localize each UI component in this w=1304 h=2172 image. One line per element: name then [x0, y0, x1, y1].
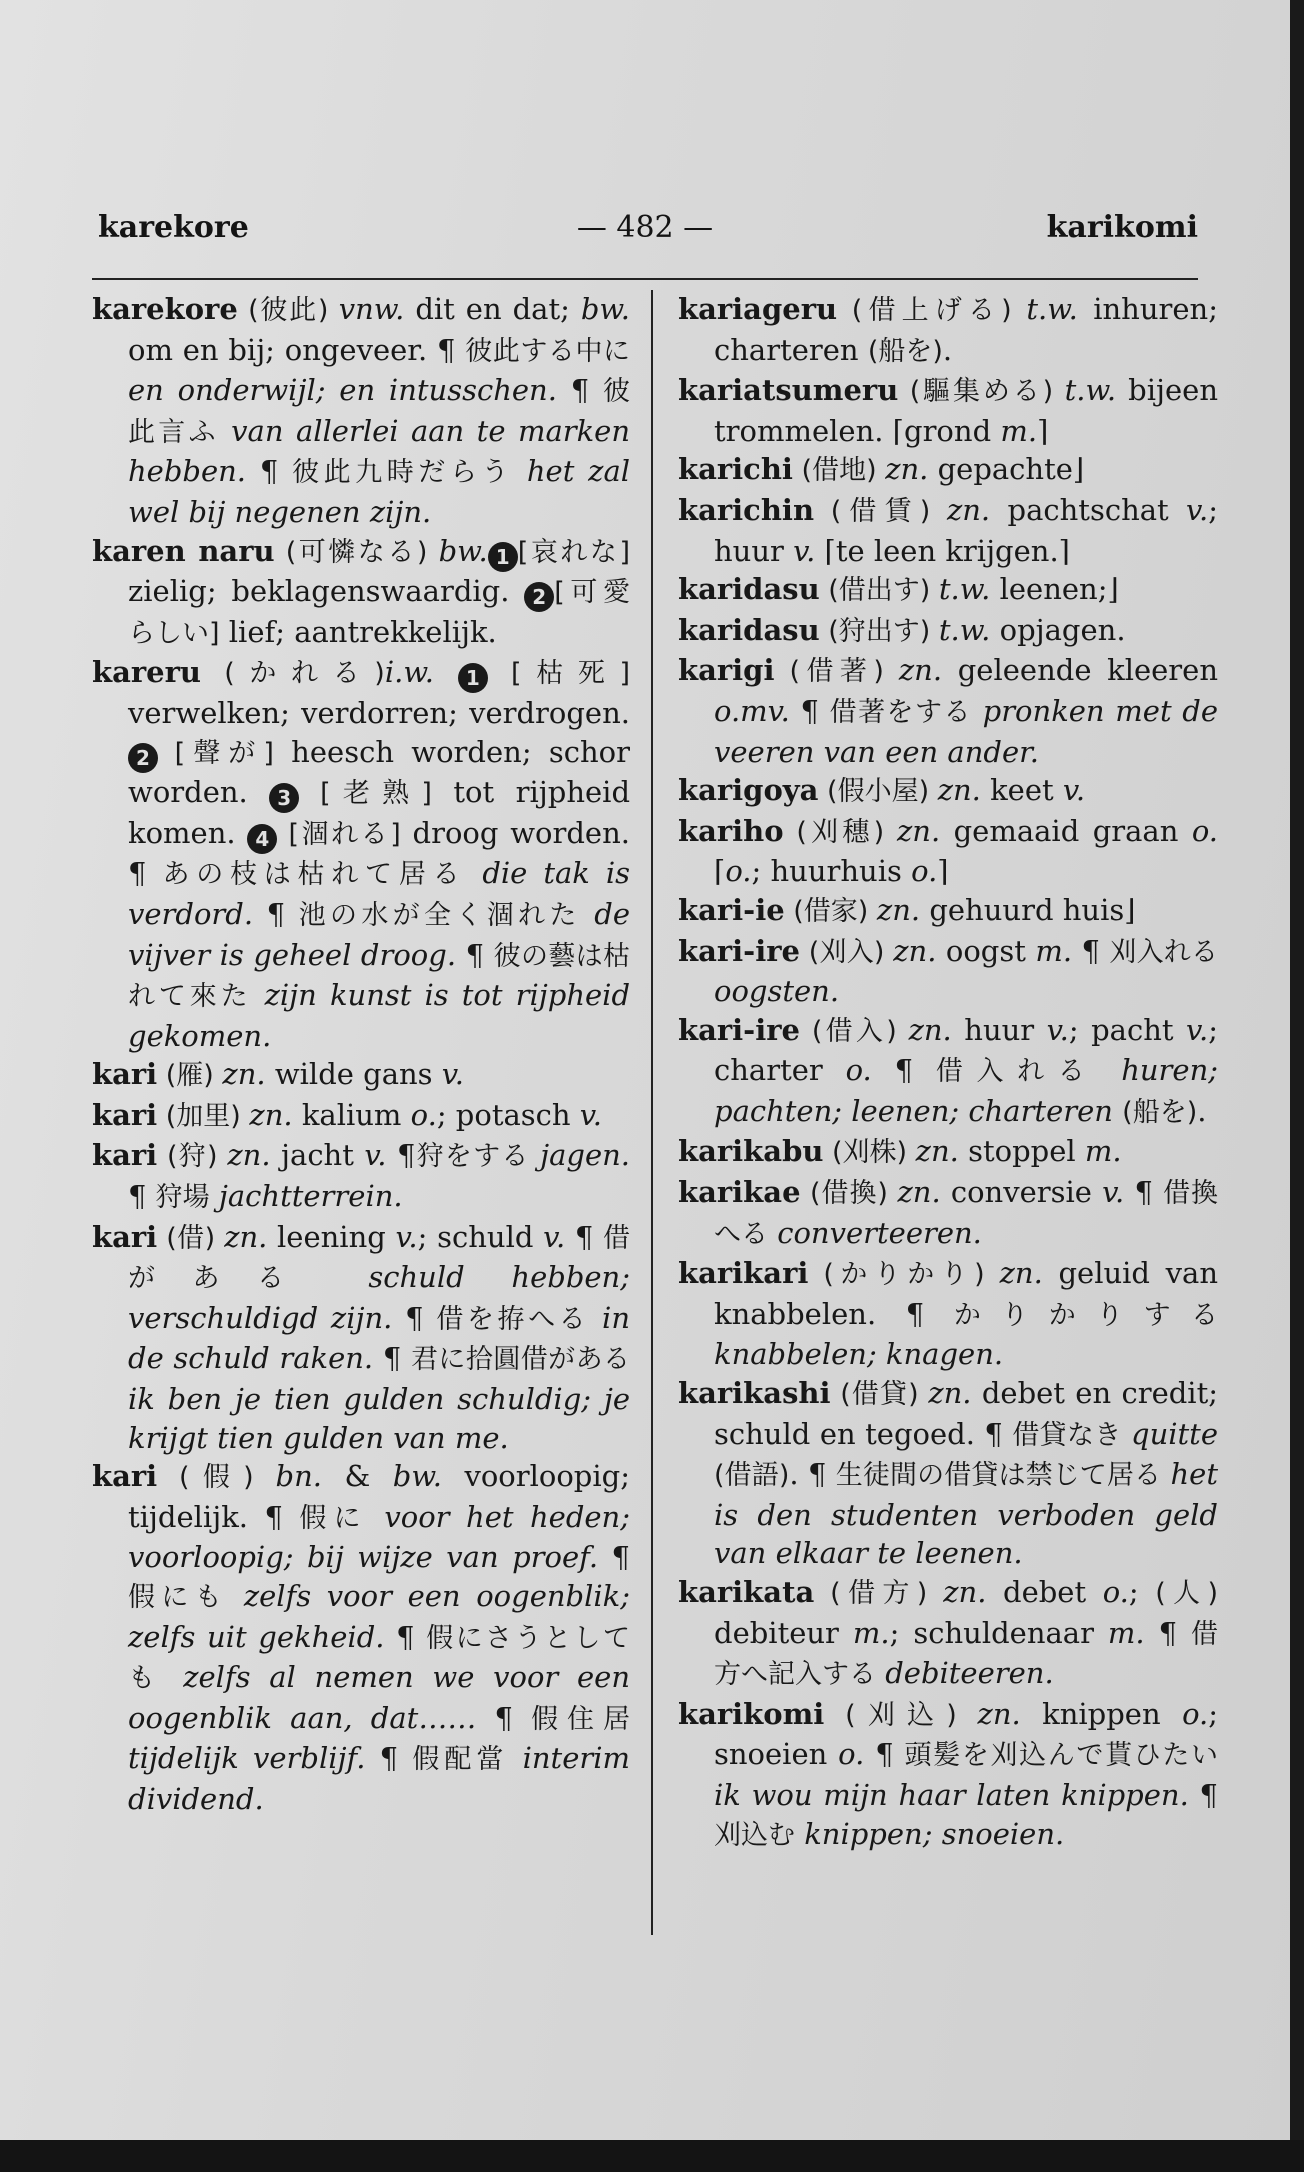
japanese-text: 假にも	[128, 1582, 229, 1613]
italic-text: quitte	[1121, 1416, 1218, 1451]
italic-text: zn.	[946, 492, 991, 527]
dictionary-entry	[678, 491, 1218, 570]
italic-text: m.	[1035, 933, 1073, 968]
italic-text: zn.	[876, 892, 921, 927]
definition-text: ; charter	[714, 1012, 1218, 1088]
dictionary-entry	[678, 1374, 1218, 1573]
headword: kari	[92, 1219, 158, 1254]
dictionary-entry	[678, 371, 1218, 450]
definition-text: ¶	[386, 1138, 416, 1173]
headword: karigi	[678, 653, 775, 688]
japanese-text: 刈入れる	[1109, 936, 1219, 968]
definition-text: jacht	[270, 1138, 365, 1173]
italic-text: zn.	[943, 1575, 987, 1609]
japanese-text: [涸れる]	[277, 818, 401, 850]
headword: karikari	[678, 1256, 809, 1291]
japanese-text: [可愛らしい]	[128, 577, 630, 649]
italic-text: zn.	[977, 1696, 1021, 1731]
italic-text: t.w.	[1026, 292, 1078, 326]
italic-text: interim dividend.	[128, 1741, 630, 1816]
definition-text: ¶	[556, 373, 603, 408]
japanese-text: (借換)	[800, 1178, 898, 1210]
japanese-text: 借入れる	[935, 1056, 1099, 1088]
italic-text: zn.	[898, 653, 943, 688]
japanese-text: [枯死]	[487, 658, 631, 690]
japanese-text: (刈穗)	[783, 816, 897, 848]
italic-text: zn.	[893, 933, 937, 968]
definition-text: ⌉	[937, 854, 949, 889]
italic-text: knabbelen; knagen.	[714, 1337, 1004, 1372]
italic-text: m.	[852, 1615, 890, 1650]
japanese-text: (雁)	[157, 1060, 223, 1092]
headword: kari	[92, 1097, 158, 1132]
dictionary-entry	[92, 290, 630, 532]
dictionary-entry	[678, 570, 1218, 611]
japanese-text: (借)	[157, 1222, 225, 1254]
dictionary-entry	[678, 932, 1218, 1011]
header-first-entry: karekore	[98, 210, 249, 245]
italic-text: bw.	[580, 292, 631, 326]
definition-text: ¶	[392, 1300, 437, 1335]
japanese-text: 借換へる	[714, 1178, 1219, 1250]
italic-text: en onderwijl; en intusschen.	[128, 373, 557, 408]
definition-text: zielig; beklagenswaardig.	[128, 574, 525, 609]
japanese-text: 狩をする	[415, 1141, 530, 1173]
italic-text: v.	[1186, 492, 1209, 527]
italic-text: het is den studenten verboden geld van elkaar te leenen.	[714, 1457, 1218, 1571]
definition-text: ⌈te leen krijgen.⌉	[815, 533, 1070, 568]
sense-number: 3	[269, 783, 299, 813]
italic-text: zn.	[928, 1376, 972, 1411]
headword: karen naru	[92, 533, 275, 568]
italic-text: pronken met de veeren van een ander.	[714, 693, 1219, 769]
italic-text: zn.	[896, 813, 941, 848]
definition-text: ¶	[789, 693, 830, 728]
japanese-text: 狩場	[155, 1182, 210, 1214]
japanese-text: (人)	[1155, 1578, 1218, 1609]
japanese-text: (借上げる)	[837, 295, 1027, 326]
definition-text: debet	[986, 1575, 1103, 1609]
italic-text: zn.	[999, 1256, 1043, 1291]
japanese-text: (借賃)	[814, 495, 947, 527]
italic-text: huren; pachten; leenen; charteren	[714, 1053, 1219, 1128]
definition-text: ; potasch	[436, 1097, 580, 1132]
definition-text: ¶	[384, 1619, 427, 1654]
definition-text: ;	[1128, 1575, 1156, 1609]
italic-text: v.	[441, 1057, 464, 1092]
definition-text: kalium	[292, 1097, 411, 1132]
definition-text	[434, 655, 458, 689]
italic-text: o.	[410, 1097, 437, 1132]
definition-text: ¶	[373, 1341, 411, 1376]
japanese-text: 假に	[299, 1502, 368, 1534]
headword: karikae	[678, 1175, 801, 1210]
italic-text: o.	[838, 1737, 865, 1772]
japanese-text: 彼此九時だらう	[292, 457, 514, 489]
definition-text: ; snoeien	[714, 1696, 1219, 1772]
italic-text: v.	[543, 1219, 566, 1254]
definition-text: heesch worden; schor worden.	[128, 734, 630, 810]
japanese-text: (借地)	[792, 455, 886, 487]
headword: karidasu	[678, 612, 820, 647]
japanese-text: 借方へ記入する	[714, 1618, 1218, 1691]
definition-text: . ¶	[789, 1457, 836, 1492]
japanese-text: (狩)	[157, 1141, 228, 1173]
italic-text: die tak is verdord.	[128, 856, 630, 931]
definition-text: gemaaid graan	[940, 813, 1192, 848]
italic-text: v.	[364, 1138, 387, 1173]
japanese-text: 彼此言ふ	[128, 376, 630, 448]
italic-text: knippen; snoeien.	[795, 1816, 1065, 1851]
italic-text: zn.	[915, 1134, 959, 1169]
headword: karidasu	[678, 572, 820, 607]
definition-text: conversie	[940, 1175, 1103, 1210]
definition-text: wilde gans	[265, 1057, 442, 1092]
japanese-text: (驅集める)	[898, 376, 1065, 408]
definition-text: ¶	[565, 1219, 603, 1254]
italic-text: zn.	[222, 1057, 266, 1092]
definition-text: ¶	[365, 1741, 413, 1776]
japanese-text: (かりかり)	[808, 1259, 1000, 1291]
definition-text: gepachte⌋	[928, 452, 1085, 487]
japanese-text: (船を)	[1122, 1096, 1198, 1128]
definition-text: ¶	[598, 1540, 630, 1575]
definition-text: ¶	[864, 1737, 905, 1772]
japanese-text: (借出す)	[819, 575, 939, 607]
italic-text: zn.	[227, 1138, 271, 1173]
japanese-text: 彼此する中に	[465, 335, 630, 367]
headword: kariatsumeru	[678, 373, 899, 408]
japanese-text: (假)	[157, 1462, 276, 1494]
italic-text: o.	[911, 854, 938, 889]
headword: kari	[92, 1459, 158, 1494]
japanese-text: (借著)	[774, 656, 899, 688]
running-header	[92, 210, 1198, 260]
japanese-text: 借貸なき	[1012, 1419, 1122, 1451]
italic-text: v.	[1062, 773, 1086, 808]
header-last-entry: karikomi	[1046, 210, 1198, 245]
definition-text: &	[321, 1459, 393, 1494]
japanese-text: 頭髪を刈込んで貰ひたい	[904, 1740, 1219, 1772]
italic-text: o.	[725, 854, 752, 889]
definition-text: droog worden. ¶	[128, 815, 630, 891]
japanese-text: (借方)	[814, 1578, 944, 1609]
sense-number: 2	[524, 582, 554, 612]
dictionary-entry	[678, 1573, 1218, 1695]
definition-text: ¶	[476, 1700, 532, 1735]
japanese-text: 生徒間の借貸は禁じて居る	[835, 1460, 1162, 1492]
headword: kari-ie	[678, 892, 785, 927]
italic-text: o.	[1102, 1575, 1129, 1609]
dictionary-entry	[92, 1096, 630, 1137]
japanese-text: [老熟]	[299, 778, 432, 810]
headword: karichi	[678, 452, 793, 487]
japanese-text: 君に拾圓借がある	[410, 1344, 631, 1376]
italic-text: o.	[845, 1053, 872, 1088]
headword: karikomi	[678, 1696, 825, 1731]
italic-text: bw.	[392, 1459, 442, 1494]
dictionary-entry	[678, 1011, 1218, 1133]
japanese-text: 彼の藝は枯れて來た	[128, 940, 630, 1013]
definition-text: ; schuld	[417, 1219, 544, 1254]
dictionary-entry	[92, 1218, 630, 1458]
italic-text: ik wou mijn haar laten knippen.	[714, 1777, 1189, 1812]
dictionary-entry	[678, 771, 1218, 812]
italic-text: ik ben je tien gulden schuldig; je krijgt tien gulden van me.	[128, 1382, 630, 1455]
definition-text: pachtschat	[990, 492, 1187, 527]
italic-text: o.	[1191, 813, 1219, 848]
japanese-text: (彼此)	[237, 295, 339, 326]
definition-text: ; pacht	[1068, 1012, 1187, 1047]
japanese-text: (刈株)	[823, 1137, 916, 1169]
italic-text: m.	[1107, 1615, 1145, 1650]
italic-text: vnw.	[338, 292, 405, 326]
italic-text: in de schuld raken.	[128, 1300, 630, 1376]
italic-text: v.	[395, 1219, 418, 1254]
japanese-text: あの枝は枯れて居る	[162, 859, 467, 891]
definition-text: dit en dat;	[404, 292, 581, 326]
italic-text: bn.	[275, 1459, 322, 1494]
definition-text: stoppel	[958, 1134, 1085, 1169]
japanese-text: 假配當	[412, 1744, 509, 1776]
japanese-text: 借がある	[128, 1222, 630, 1295]
italic-text: zn.	[885, 452, 929, 487]
header-rule	[92, 278, 1198, 280]
headword: karekore	[92, 292, 238, 326]
headword: kari-ire	[678, 1012, 800, 1047]
italic-text: zn.	[224, 1219, 268, 1254]
italic-text: v.	[579, 1097, 602, 1132]
italic-text: zn.	[937, 773, 981, 808]
definition-text: ¶	[246, 454, 293, 489]
japanese-text: (刈入)	[799, 936, 894, 968]
definition-text: debet en credit; schuld en tegoed. ¶	[714, 1376, 1218, 1451]
japanese-text: (刈込)	[824, 1699, 978, 1731]
dictionary-entry	[678, 1695, 1218, 1855]
definition-text: ¶	[1072, 933, 1110, 968]
italic-text: v.	[1102, 1175, 1125, 1210]
definition-text: ; huurhuis	[751, 854, 912, 889]
left-column	[92, 290, 630, 1819]
japanese-text: (加里)	[157, 1100, 250, 1132]
italic-text: oogsten.	[714, 974, 840, 1009]
definition-text: ; schuldenaar	[889, 1615, 1108, 1650]
italic-text: zn.	[897, 1175, 941, 1210]
italic-text: bw.	[438, 533, 488, 568]
italic-text: t.w.	[938, 612, 991, 647]
italic-text: o.	[1182, 1696, 1209, 1731]
definition-text: knippen	[1020, 1696, 1183, 1731]
italic-text: m.	[1000, 413, 1038, 448]
italic-text: het zal wel bij negenen zijn.	[128, 454, 631, 529]
japanese-text: (船を)	[867, 335, 943, 367]
definition-text: geleende kleeren	[942, 653, 1219, 688]
headword: kari	[92, 1057, 158, 1092]
italic-text: zn.	[249, 1097, 293, 1132]
definition-text: .	[1197, 1093, 1207, 1128]
italic-text: debiteeren.	[876, 1656, 1054, 1691]
headword: karigoya	[678, 773, 819, 808]
dictionary-entry	[678, 611, 1218, 652]
definition-text: ¶	[1124, 1175, 1164, 1210]
page-number: — 482 —	[576, 210, 714, 245]
italic-text: v.	[1186, 1012, 1209, 1047]
dictionary-entry	[678, 1132, 1218, 1173]
definition-text: verwelken; verdorren; verdrogen.	[128, 695, 630, 730]
italic-text: van allerlei aan te marken hebben.	[128, 413, 631, 489]
italic-text: jachtterrein.	[209, 1179, 403, 1214]
definition-text: ¶	[871, 1053, 936, 1088]
definition-text: inhuren; charteren	[714, 292, 1219, 367]
italic-text: de vijver is geheel droog.	[128, 896, 631, 972]
headword: kariho	[678, 813, 784, 848]
definition-text: debiteur	[714, 1615, 853, 1650]
definition-text: ¶	[253, 896, 299, 931]
italic-text: zijn kunst is tot rijpheid gekomen.	[128, 978, 631, 1053]
japanese-text: 池の水が全く涸れた	[298, 899, 581, 931]
dictionary-entry	[678, 1173, 1218, 1254]
japanese-text: 借を拵へる	[436, 1303, 590, 1335]
definition-text: leenen;⌋	[990, 572, 1119, 607]
japanese-text: 假にさうとしても	[128, 1622, 630, 1695]
definition-text: tot rijpheid komen.	[128, 775, 631, 850]
definition-text: geluid van knabbelen. ¶	[714, 1256, 1218, 1331]
italic-text: zn.	[908, 1012, 952, 1047]
japanese-text: 借著をする	[829, 696, 972, 728]
japanese-text: (狩出す)	[819, 615, 939, 647]
dictionary-entry	[678, 1254, 1218, 1374]
dictionary-entry	[92, 532, 630, 654]
italic-text: v.	[1046, 1012, 1069, 1047]
headword: karikabu	[678, 1134, 824, 1169]
japanese-text: (假小屋)	[818, 776, 938, 808]
italic-text: zelfs voor een oogenblik; zelfs uit gekheid.	[128, 1579, 630, 1654]
dictionary-entry	[678, 812, 1218, 891]
definition-text: keet	[980, 773, 1063, 808]
definition-text: leening	[267, 1219, 396, 1254]
page-bottom-edge	[0, 2140, 1304, 2172]
definition-text: huur	[951, 1012, 1047, 1047]
dictionary-entry	[92, 1457, 630, 1818]
japanese-text: (借語)	[714, 1460, 790, 1492]
right-column	[678, 290, 1218, 1855]
italic-text: i.w.	[384, 655, 434, 690]
headword: karikata	[678, 1575, 815, 1609]
sense-number: 4	[247, 824, 277, 854]
japanese-text: 刈込む	[714, 1819, 795, 1851]
definition-text: ¶	[1144, 1615, 1191, 1650]
japanese-text: (可憐なる)	[274, 536, 439, 568]
dictionary-entry	[678, 290, 1218, 371]
japanese-text: [哀れな]	[517, 536, 630, 568]
sense-number: 1	[458, 663, 488, 693]
italic-text: o.mv.	[714, 693, 790, 728]
dictionary-entry	[92, 1055, 630, 1096]
japanese-text: (借入)	[799, 1015, 909, 1047]
dictionary-entry	[678, 891, 1218, 932]
headword: kari	[92, 1138, 158, 1173]
headword: karichin	[678, 492, 815, 527]
headword: kari-ire	[678, 933, 800, 968]
japanese-text: (借貸)	[830, 1379, 929, 1411]
italic-text: schuld hebben; verschuldigd zijn.	[128, 1260, 630, 1335]
japanese-text: かりかりする	[953, 1299, 1218, 1331]
definition-text: ¶	[1188, 1777, 1218, 1812]
italic-text: voor het heden; voorloopig; bij wijze van proef.	[128, 1499, 631, 1575]
headword: karikashi	[678, 1376, 831, 1411]
definition-text: voorloopig; tijdelijk. ¶	[128, 1459, 630, 1534]
italic-text: v.	[793, 533, 816, 568]
japanese-text: 假住居	[531, 1703, 630, 1735]
definition-text: ¶	[456, 937, 494, 972]
definition-text: .	[942, 332, 953, 367]
column-divider	[651, 290, 653, 1935]
dictionary-entry	[678, 450, 1218, 491]
sense-number: 1	[488, 542, 518, 572]
italic-text: t.w.	[938, 572, 991, 607]
headword: kariageru	[678, 292, 838, 326]
dictionary-entry	[678, 651, 1218, 771]
dictionary-entry	[92, 1136, 630, 1217]
definition-text: ¶	[128, 1179, 156, 1214]
japanese-text: (かれる)	[200, 658, 385, 690]
italic-text: tijdelijk verblijf.	[128, 1741, 366, 1776]
dictionary-entry	[92, 653, 630, 1055]
definition-text: gehuurd huis⌋	[920, 892, 1136, 927]
italic-text: m.	[1084, 1134, 1122, 1169]
definition-text: ⌈	[714, 854, 726, 889]
definition-text: bijeen trommelen. ⌈grond	[714, 373, 1218, 448]
definition-text: ⌉	[1037, 413, 1049, 448]
definition-text: om en bij; ongeveer. ¶	[128, 332, 466, 367]
italic-text: converteeren.	[768, 1215, 982, 1250]
italic-text: zelfs al nemen we voor een oogenblik aan, dat……	[128, 1660, 630, 1735]
sense-number: 2	[128, 743, 158, 773]
italic-text: t.w.	[1064, 373, 1117, 408]
definition-text: lief; aantrekkelijk.	[219, 614, 497, 649]
definition-text: opjagen.	[990, 612, 1126, 647]
definition-text: oogst	[936, 933, 1036, 968]
headword: kareru	[92, 655, 201, 690]
japanese-text: [聲が]	[158, 737, 274, 769]
italic-text: jagen.	[529, 1138, 631, 1173]
definition-text: ; huur	[714, 492, 1218, 568]
japanese-text: (借家)	[784, 895, 877, 927]
